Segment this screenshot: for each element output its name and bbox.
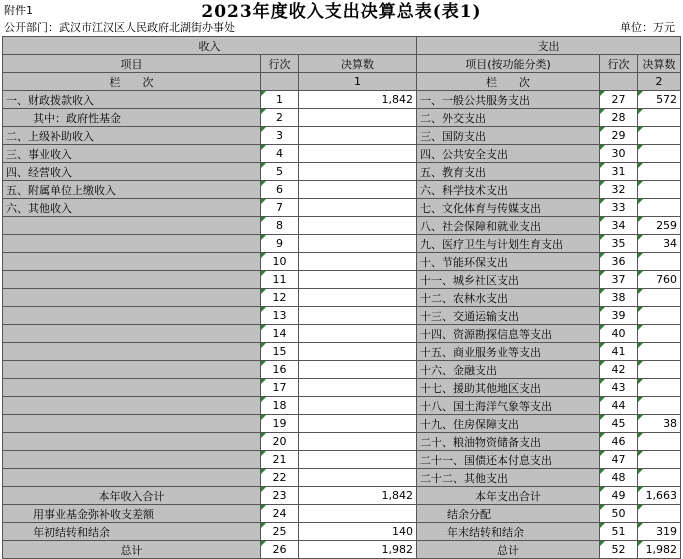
income-item-label [3, 433, 261, 451]
income-line-number: 13 [261, 307, 299, 325]
income-line-header: 行次 [261, 55, 299, 73]
income-item-label [3, 217, 261, 235]
income-amount-header: 决算数 [299, 55, 417, 73]
expense-col-index: 2 [638, 73, 681, 91]
summary-row [3, 541, 681, 559]
income-summary-amount: 1,982 [299, 541, 417, 559]
income-item-label [3, 289, 261, 307]
income-line-number: 18 [261, 397, 299, 415]
expense-amount [638, 325, 681, 343]
income-line-number: 9 [261, 235, 299, 253]
expense-summary-line: 52 [600, 541, 638, 559]
income-line-number: 7 [261, 199, 299, 217]
table-row [3, 397, 681, 415]
expense-line-number: 31 [600, 163, 638, 181]
expense-item-label: 七、文化体育与传媒支出 [417, 199, 600, 217]
income-amount [299, 271, 417, 289]
income-summary-label: 年初结转和结余 [3, 523, 261, 541]
expense-amount: 572 [638, 91, 681, 109]
table-row [3, 271, 681, 289]
table-row [3, 199, 681, 217]
expense-item-label: 四、公共安全支出 [417, 145, 600, 163]
expense-line-number: 36 [600, 253, 638, 271]
income-summary-amount: 140 [299, 523, 417, 541]
expense-item-label: 二十、粮油物资储备支出 [417, 433, 600, 451]
table-row [3, 361, 681, 379]
expense-item-label: 十五、商业服务业等支出 [417, 343, 600, 361]
expense-amount: 38 [638, 415, 681, 433]
income-line-number: 4 [261, 145, 299, 163]
income-item-label [3, 343, 261, 361]
expense-line-number: 45 [600, 415, 638, 433]
income-section-header: 收入 [3, 37, 417, 55]
expense-amount [638, 127, 681, 145]
expense-item-label: 六、科学技术支出 [417, 181, 600, 199]
income-line-number: 11 [261, 271, 299, 289]
expense-amount-header: 决算数 [638, 55, 681, 73]
expense-line-number: 38 [600, 289, 638, 307]
expense-item-label: 十七、援助其他地区支出 [417, 379, 600, 397]
table-row [3, 325, 681, 343]
income-summary-label: 本年收入合计 [3, 487, 261, 505]
attachment-label: 附件1 [4, 4, 33, 17]
income-amount [299, 325, 417, 343]
expense-amount [638, 361, 681, 379]
expense-item-label: 十四、资源勘探信息等支出 [417, 325, 600, 343]
income-item-label: 三、事业收入 [3, 145, 261, 163]
income-line-number: 6 [261, 181, 299, 199]
expense-summary-amount [638, 505, 681, 523]
income-summary-amount [299, 505, 417, 523]
income-amount [299, 217, 417, 235]
expense-line-number: 42 [600, 361, 638, 379]
expense-line-number: 41 [600, 343, 638, 361]
table-row [3, 181, 681, 199]
expense-summary-amount: 319 [638, 523, 681, 541]
expense-section-header: 支出 [417, 37, 681, 55]
table-row [3, 217, 681, 235]
expense-summary-line: 50 [600, 505, 638, 523]
income-item-label [3, 235, 261, 253]
table-row [3, 451, 681, 469]
table-row [3, 469, 681, 487]
expense-item-label: 十三、交通运输支出 [417, 307, 600, 325]
table-row [3, 145, 681, 163]
income-item-label [3, 271, 261, 289]
expense-item-label: 十八、国土海洋气象等支出 [417, 397, 600, 415]
income-amount [299, 253, 417, 271]
income-amount [299, 199, 417, 217]
expense-line-number: 27 [600, 91, 638, 109]
expense-line-number: 37 [600, 271, 638, 289]
income-amount [299, 235, 417, 253]
table-row [3, 109, 681, 127]
income-item-label: 六、其他收入 [3, 199, 261, 217]
expense-amount [638, 163, 681, 181]
income-summary-amount: 1,842 [299, 487, 417, 505]
expense-item-label: 一、一般公共服务支出 [417, 91, 600, 109]
expense-summary-line: 49 [600, 487, 638, 505]
income-amount [299, 127, 417, 145]
expense-item-label: 八、社会保障和就业支出 [417, 217, 600, 235]
income-col-index: 1 [299, 73, 417, 91]
table-row [3, 415, 681, 433]
income-amount [299, 109, 417, 127]
expense-line-number: 43 [600, 379, 638, 397]
expense-amount [638, 199, 681, 217]
expense-item-label: 十九、住房保障支出 [417, 415, 600, 433]
table-row [3, 163, 681, 181]
income-summary-line: 24 [261, 505, 299, 523]
income-line-number: 2 [261, 109, 299, 127]
expense-summary-label: 本年支出合计 [417, 487, 600, 505]
income-amount [299, 451, 417, 469]
income-line-number: 22 [261, 469, 299, 487]
expense-item-label: 九、医疗卫生与计划生育支出 [417, 235, 600, 253]
expense-line-number: 28 [600, 109, 638, 127]
income-item-label [3, 415, 261, 433]
expense-line-number: 29 [600, 127, 638, 145]
income-line-number: 3 [261, 127, 299, 145]
table-row [3, 91, 681, 109]
income-line-number: 10 [261, 253, 299, 271]
income-amount [299, 145, 417, 163]
expense-item-label: 三、国防支出 [417, 127, 600, 145]
income-line-number: 20 [261, 433, 299, 451]
income-item-label [3, 397, 261, 415]
income-amount [299, 181, 417, 199]
expense-line-header: 行次 [600, 55, 638, 73]
income-amount [299, 469, 417, 487]
expense-line-number: 46 [600, 433, 638, 451]
expense-amount [638, 397, 681, 415]
expense-item-label: 二十一、国债还本付息支出 [417, 451, 600, 469]
expense-summary-label: 总计 [417, 541, 600, 559]
table-row [3, 235, 681, 253]
expense-amount [638, 109, 681, 127]
expense-summary-amount: 1,663 [638, 487, 681, 505]
expense-item-label: 二、外交支出 [417, 109, 600, 127]
expense-item-label: 二十二、其他支出 [417, 469, 600, 487]
income-line-number: 14 [261, 325, 299, 343]
expense-line-number: 33 [600, 199, 638, 217]
budget-table [2, 36, 681, 559]
income-summary-line: 25 [261, 523, 299, 541]
income-item-label [3, 253, 261, 271]
income-amount: 1,842 [299, 91, 417, 109]
summary-row [3, 487, 681, 505]
expense-summary-line: 51 [600, 523, 638, 541]
expense-line-number: 48 [600, 469, 638, 487]
expense-summary-amount: 1,982 [638, 541, 681, 559]
income-line-number: 19 [261, 415, 299, 433]
expense-col-label: 栏 次 [417, 73, 600, 91]
income-summary-label: 用事业基金弥补收支差额 [3, 505, 261, 523]
income-item-label [3, 469, 261, 487]
income-col-label: 栏 次 [3, 73, 261, 91]
expense-item-label: 十、节能环保支出 [417, 253, 600, 271]
expense-amount [638, 451, 681, 469]
income-summary-label: 总计 [3, 541, 261, 559]
income-amount [299, 397, 417, 415]
expense-item-label: 十六、金融支出 [417, 361, 600, 379]
table-row [3, 433, 681, 451]
unit-label: 单位：万元 [620, 21, 675, 34]
income-item-label [3, 451, 261, 469]
expense-item-label: 十一、城乡社区支出 [417, 271, 600, 289]
income-amount [299, 415, 417, 433]
income-summary-line: 26 [261, 541, 299, 559]
expense-amount [638, 145, 681, 163]
summary-row [3, 505, 681, 523]
expense-item-header: 项目(按功能分类) [417, 55, 600, 73]
expense-col-empty [600, 73, 638, 91]
income-item-label [3, 361, 261, 379]
income-line-number: 21 [261, 451, 299, 469]
expense-line-number: 44 [600, 397, 638, 415]
expense-line-number: 30 [600, 145, 638, 163]
expense-amount [638, 379, 681, 397]
expense-line-number: 34 [600, 217, 638, 235]
expense-line-number: 35 [600, 235, 638, 253]
income-line-number: 16 [261, 361, 299, 379]
expense-amount [638, 469, 681, 487]
income-col-empty [261, 73, 299, 91]
report-title: 2023年度收入支出决算总表(表1) [201, 2, 482, 22]
income-item-label [3, 325, 261, 343]
expense-amount: 760 [638, 271, 681, 289]
expense-amount [638, 343, 681, 361]
income-amount [299, 361, 417, 379]
income-item-header: 项目 [3, 55, 261, 73]
expense-amount [638, 253, 681, 271]
income-item-label: 四、经营收入 [3, 163, 261, 181]
expense-item-label: 十二、农林水支出 [417, 289, 600, 307]
income-line-number: 15 [261, 343, 299, 361]
expense-amount [638, 181, 681, 199]
income-item-label: 一、财政拨款收入 [3, 91, 261, 109]
expense-item-label: 五、教育支出 [417, 163, 600, 181]
income-line-number: 5 [261, 163, 299, 181]
income-item-label [3, 379, 261, 397]
income-line-number: 12 [261, 289, 299, 307]
expense-amount: 259 [638, 217, 681, 235]
income-line-number: 17 [261, 379, 299, 397]
income-line-number: 8 [261, 217, 299, 235]
expense-line-number: 39 [600, 307, 638, 325]
table-row [3, 127, 681, 145]
income-item-label: 二、上级补助收入 [3, 127, 261, 145]
table-row [3, 253, 681, 271]
expense-line-number: 40 [600, 325, 638, 343]
income-line-number: 1 [261, 91, 299, 109]
income-amount [299, 289, 417, 307]
income-item-label: 其中：政府性基金 [3, 109, 261, 127]
income-item-label [3, 307, 261, 325]
expense-amount: 34 [638, 235, 681, 253]
income-item-label: 五、附属单位上缴收入 [3, 181, 261, 199]
table-row [3, 343, 681, 361]
income-amount [299, 307, 417, 325]
expense-summary-label: 年末结转和结余 [417, 523, 600, 541]
income-summary-line: 23 [261, 487, 299, 505]
expense-amount [638, 289, 681, 307]
expense-summary-label: 结余分配 [417, 505, 600, 523]
expense-amount [638, 433, 681, 451]
table-row [3, 307, 681, 325]
expense-line-number: 47 [600, 451, 638, 469]
department-label: 公开部门：武汉市江汉区人民政府北湖街办事处 [4, 21, 235, 34]
table-row [3, 289, 681, 307]
expense-amount [638, 307, 681, 325]
table-row [3, 379, 681, 397]
expense-line-number: 32 [600, 181, 638, 199]
income-amount [299, 379, 417, 397]
income-amount [299, 433, 417, 451]
summary-row [3, 523, 681, 541]
income-amount [299, 343, 417, 361]
income-amount [299, 163, 417, 181]
